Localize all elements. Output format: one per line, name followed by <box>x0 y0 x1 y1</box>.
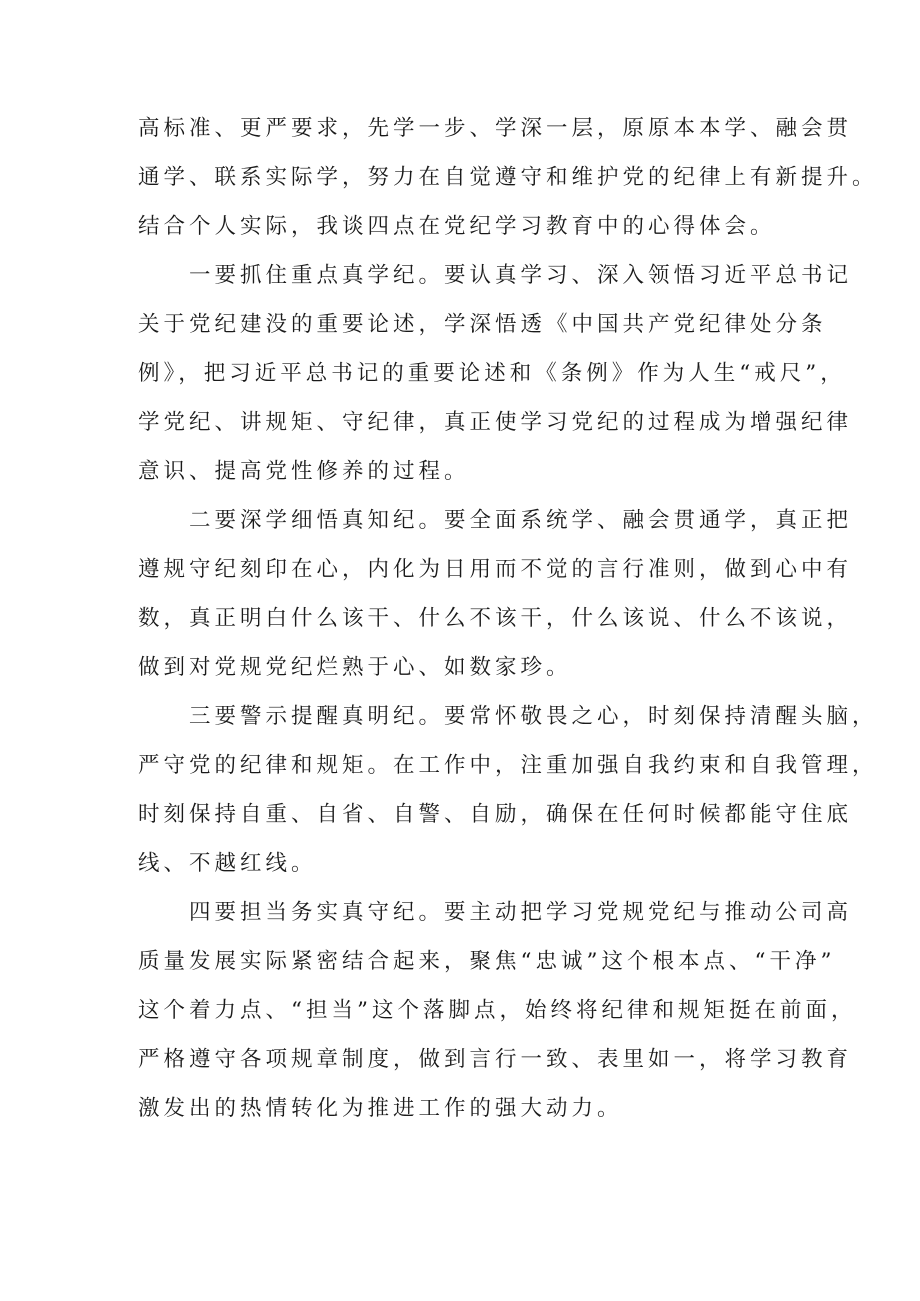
text-line: 结合个人实际，我谈四点在党纪学习教育中的心得体会。 <box>138 214 776 239</box>
document-body <box>138 104 878 1133</box>
text-line: 通学、联系实际学，努力在自觉遵守和维护党的纪律上有新提升。 <box>138 165 878 190</box>
text-line: 时刻保持自重、自省、自警、自励，确保在任何时候都能守住底 <box>138 802 853 827</box>
text-line: 线、不越红线。 <box>138 851 317 876</box>
text-line: 关于党纪建没的重要论述，学深悟透《中国共产党纪律处分条 <box>138 312 827 337</box>
text-line: 高标准、更严要求，先学一步、学深一层，原原本本学、融会贯 <box>138 116 853 141</box>
text-line: 数，真正明白什么该干、什么不该干，什么该说、什么不该说， <box>138 606 853 631</box>
text-line: 这个着力点、“担当”这个落脚点，始终将纪律和规矩挺在前面， <box>138 998 857 1023</box>
text-line: 严格遵守各项规章制度，做到言行一致、表里如一，将学习教育 <box>138 1047 853 1072</box>
text-line: 质量发展实际紧密结合起来，聚焦“忠诚”这个根本点、“干净” <box>138 949 836 974</box>
text-line: 意识、提高党性修养的过程。 <box>138 459 470 484</box>
text-line: 做到对党规党纪烂熟于心、如数家珍。 <box>138 655 572 680</box>
paragraph-4-heading-line: 四要担当务实真守纪。要主动把学习党规党纪与推动公司高 <box>189 900 853 925</box>
text-line: 学党纪、讲规矩、守纪律，真正使学习党纪的过程成为增强纪律 <box>138 410 853 435</box>
paragraph-2-heading-line: 二要深学细悟真知纪。要全面系统学、融会贯通学，真正把 <box>189 508 853 533</box>
paragraph-3-heading-line: 三要警示提醒真明纪。要常怀敬畏之心，时刻保持清醒头脑， <box>189 704 878 729</box>
paragraph-1-heading-line: 一要抓住重点真学纪。要认真学习、深入领悟习近平总书记 <box>189 263 853 288</box>
text-line: 严守党的纪律和规矩。在工作中，注重加强自我约束和自我管理， <box>138 753 878 778</box>
text-line: 遵规守纪刻印在心，内化为日用而不觉的言行准则，做到心中有 <box>138 557 853 582</box>
text-line: 例》，把习近平总书记的重要论述和《条例》作为人生“戒尺”， <box>138 361 846 386</box>
text-line: 激发出的热情转化为推进工作的强大动力。 <box>138 1096 623 1121</box>
